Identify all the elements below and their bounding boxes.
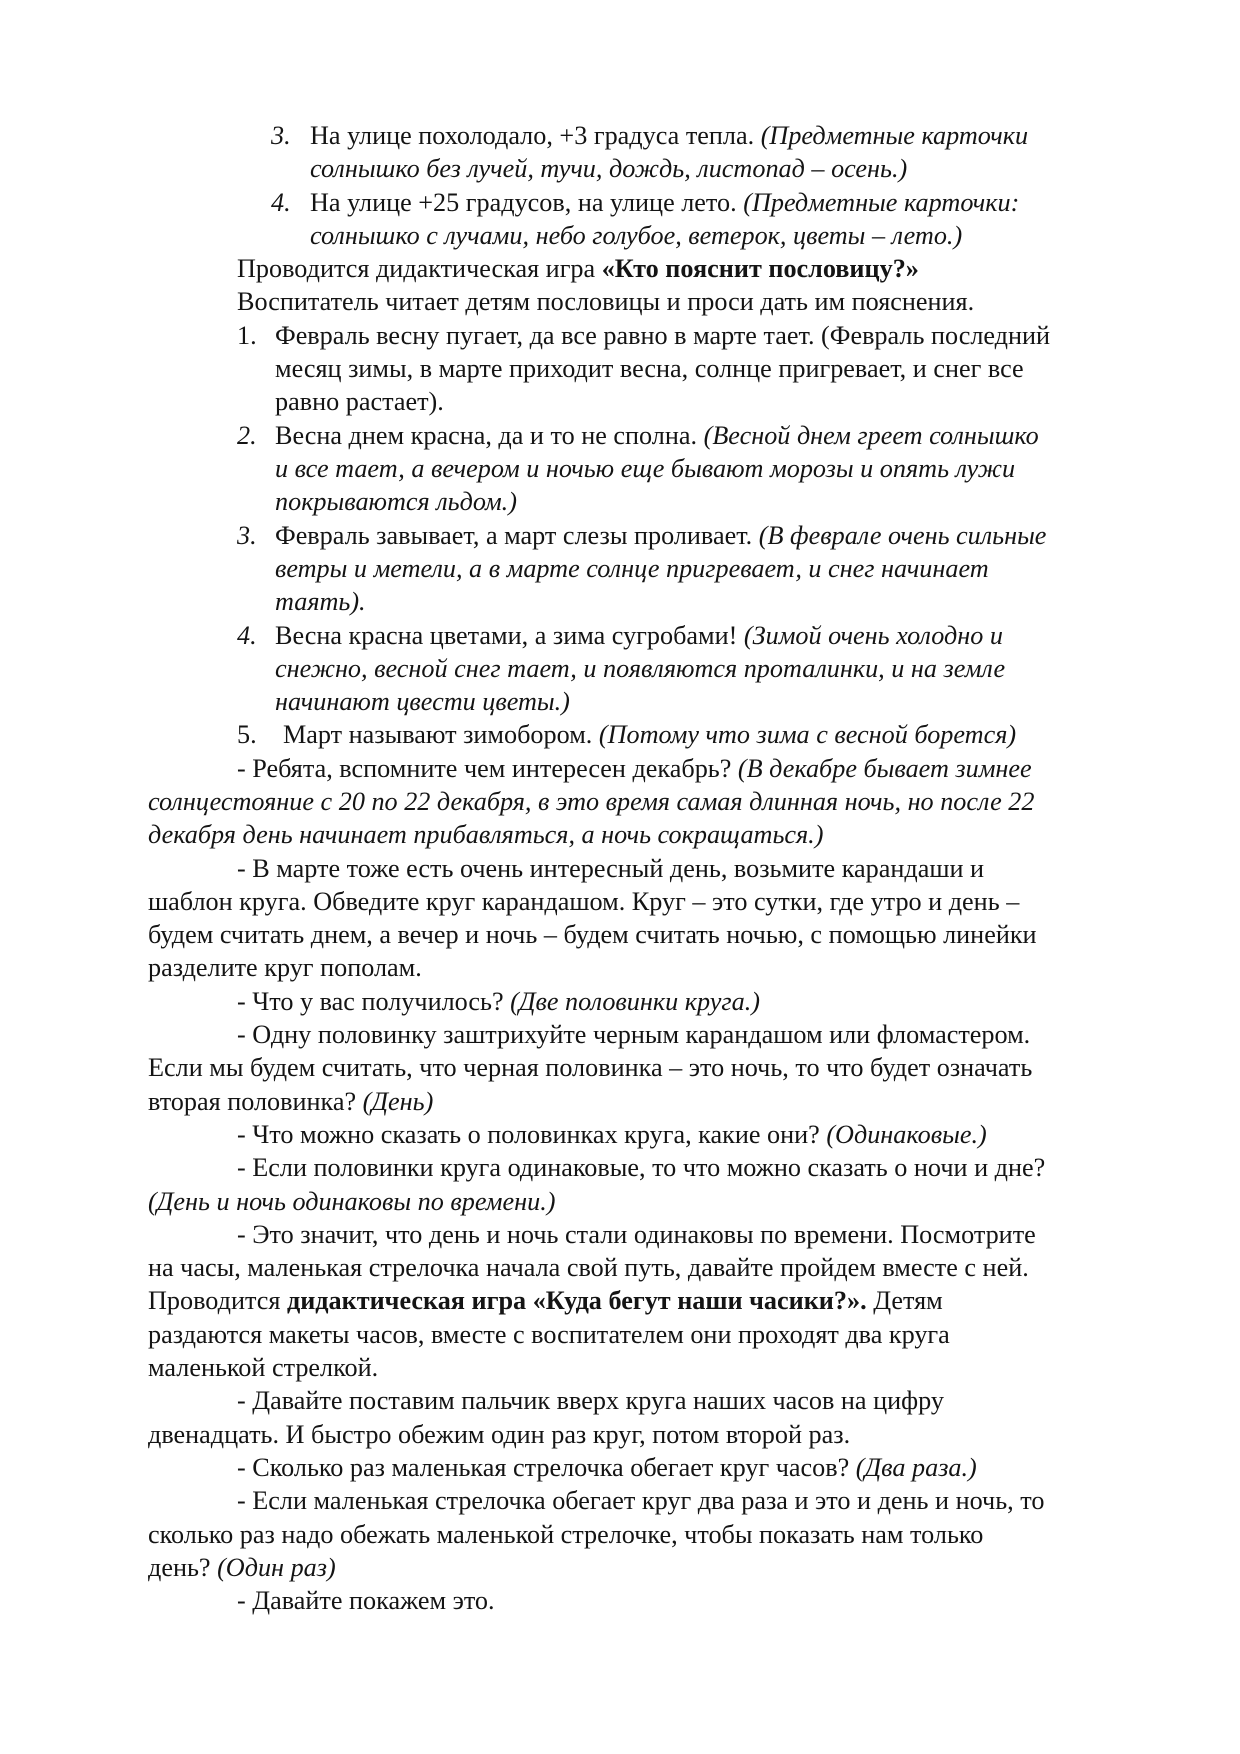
paragraph-text: маленькой стрелкой. xyxy=(148,1353,379,1383)
paragraph-answer: (День) xyxy=(362,1086,434,1116)
paragraph-result xyxy=(148,985,760,1018)
paragraph-answer: (Два раза.) xyxy=(855,1453,977,1482)
paragraph-text: разделите круг пополам. xyxy=(148,953,422,983)
paragraph-answer: (В декабре бывает зимнее xyxy=(737,753,1032,783)
paragraph-text: будем считать днем, а вечер и ночь – будем считать ночью, с помощью линейки xyxy=(148,920,1037,950)
game-title: «Кто пояснит пословицу?» xyxy=(601,254,919,284)
paragraph-text: - Давайте покажем это. xyxy=(237,1586,495,1616)
paragraph-shade xyxy=(148,1018,1032,1118)
paragraph-text: сколько раз надо обежать маленькой стрелочке, чтобы показать нам только xyxy=(148,1519,984,1549)
paragraph-show xyxy=(148,1584,495,1617)
item-text: На улице +25 градусов, на улице лето. xyxy=(310,187,744,217)
paragraph-text: - Что можно сказать о половинках круга, какие они? xyxy=(237,1120,827,1149)
game-instruction: Воспитатель читает детям пословицы и проси дать им пояснения. xyxy=(237,287,975,317)
paragraph-clock xyxy=(148,1218,1036,1384)
paragraph-text: - Если маленькая стрелочка обегает круг два раза и это и день и ночь, то xyxy=(237,1486,1045,1516)
item-note: (Предметные карточки: xyxy=(743,187,1020,217)
proverb-explanation: ветры и метели, а в марте солнце пригревает, и снег начинает xyxy=(275,553,989,583)
proverb-explanation: (Зимой очень холодно и xyxy=(743,620,1004,650)
proverb-text: Март называют зимобором. xyxy=(283,720,599,750)
list-number: 4. xyxy=(271,187,291,217)
item-note: солнышко без лучей, тучи, дождь, листопад – осень.) xyxy=(310,154,908,184)
list-number: 2. xyxy=(237,420,257,450)
proverb-item xyxy=(237,718,1167,751)
proverb-item xyxy=(237,319,1167,419)
paragraph-answer: солнцестояние с 20 по 22 декабря, в это время самая длинная ночь, но после 22 xyxy=(148,786,1035,816)
paragraph-answer: (День и ночь одинаковы по времени.) xyxy=(148,1186,556,1216)
list-number: 4. xyxy=(237,620,257,650)
proverb-text: Февраль весну пугает, да все равно в марте тает. (Февраль последний xyxy=(275,320,1051,350)
paragraph-text: - Одну половинку заштрихуйте черным карандашом или фломастером. xyxy=(237,1020,1031,1050)
proverb-explanation: начинают цвести цветы.) xyxy=(275,687,570,717)
paragraph-text: Проводится xyxy=(148,1286,287,1316)
item-note: (Предметные карточки xyxy=(760,121,1029,150)
proverb-item xyxy=(237,519,1167,619)
proverb-explanation: (В феврале очень сильные xyxy=(758,520,1047,550)
paragraph-text: - Ребята, вспомните чем интересен декабрь? xyxy=(237,753,738,783)
paragraph-text: Детям xyxy=(866,1286,943,1316)
proverb-explanation: снежно, весной снег тает, и появляются проталинки, и на земле xyxy=(275,653,1006,683)
item-text: На улице похолодало, +3 градуса тепла. xyxy=(310,121,761,150)
proverb-text: Весна красна цветами, а зима сугробами! xyxy=(275,620,744,650)
proverb-explanation: (Потому что зима с весной борется) xyxy=(598,720,1017,750)
game-intro xyxy=(237,252,974,319)
game-title: дидактическая игра «Куда бегут наши часики?». xyxy=(286,1286,867,1316)
paragraph-twice xyxy=(148,1484,1044,1584)
paragraph-finger xyxy=(148,1384,944,1451)
paragraph-text: - В марте тоже есть очень интересный день, возьмите карандаши и xyxy=(237,853,985,883)
paragraph-text: - Если половинки круга одинаковые, то что можно сказать о ночи и дне? xyxy=(237,1153,1046,1183)
proverb-explanation: (Весной днем греет солнышко xyxy=(703,420,1039,450)
paragraph-answer: декабря день начинает прибавляться, а ночь сокращаться.) xyxy=(148,820,824,850)
paragraph-december xyxy=(148,752,1034,852)
paragraph-halves xyxy=(148,1118,987,1151)
proverb-text: Февраль завывает, а март слезы проливает. xyxy=(275,520,759,550)
paragraph-text: - Что у вас получилось? xyxy=(237,986,511,1016)
proverb-explanation: и все тает, а вечером и ночью еще бывают морозы и опять лужи xyxy=(275,453,1016,483)
paragraph-text: двенадцать. И быстро обежим один раз круг, потом второй раз. xyxy=(148,1419,851,1449)
paragraph-answer: (Один раз) xyxy=(217,1552,336,1582)
paragraph-equal xyxy=(148,1151,1045,1218)
list-number: 3. xyxy=(237,520,257,550)
paragraph-text: на часы, маленькая стрелочка начала свой путь, давайте пройдем вместе с ней. xyxy=(148,1253,1029,1283)
proverb-text: месяц зимы, в марте приходит весна, солнце пригревает, и снег все xyxy=(275,354,1024,384)
paragraph-march xyxy=(148,852,1037,985)
paragraph-answer: (Одинаковые.) xyxy=(826,1120,987,1149)
paragraph-text: раздаются макеты часов, вместе с воспитателем они проходят два круга xyxy=(148,1319,950,1349)
paragraph-text: день? xyxy=(148,1552,218,1582)
proverb-text: равно растает). xyxy=(275,387,444,417)
paragraph-text: шаблон круга. Обведите круг карандашом. Круг – это сутки, где утро и день – xyxy=(148,886,1020,916)
paragraph-text: - Сколько раз маленькая стрелочка обегает круг часов? xyxy=(237,1453,856,1482)
proverb-text: Весна днем красна, да и то не сполна. xyxy=(275,420,704,450)
weather-item xyxy=(271,119,1171,186)
paragraph-answer: (Две половинки круга.) xyxy=(510,986,760,1016)
list-number: 1. xyxy=(237,320,257,350)
paragraph-text: - Давайте поставим пальчик вверх круга наших часов на цифру xyxy=(237,1386,944,1416)
paragraph-text: - Это значит, что день и ночь стали одинаковы по времени. Посмотрите xyxy=(237,1219,1036,1249)
paragraph-times xyxy=(148,1451,977,1484)
proverb-explanation: таять). xyxy=(275,587,366,617)
list-number: 3. xyxy=(271,121,291,150)
item-note: солнышко с лучами, небо голубое, ветерок, цветы – лето.) xyxy=(310,220,963,250)
proverb-item xyxy=(237,419,1167,519)
paragraph-text: Если мы будем считать, что черная половинка – это ночь, то что будет означать xyxy=(148,1053,1033,1083)
game-intro-text: Проводится дидактическая игра xyxy=(237,254,602,284)
paragraph-text: вторая половинка? xyxy=(148,1086,363,1116)
proverb-explanation: покрываются льдом.) xyxy=(275,487,517,517)
weather-item xyxy=(271,186,1171,253)
list-number: 5. xyxy=(237,720,257,750)
proverb-item xyxy=(237,619,1167,719)
